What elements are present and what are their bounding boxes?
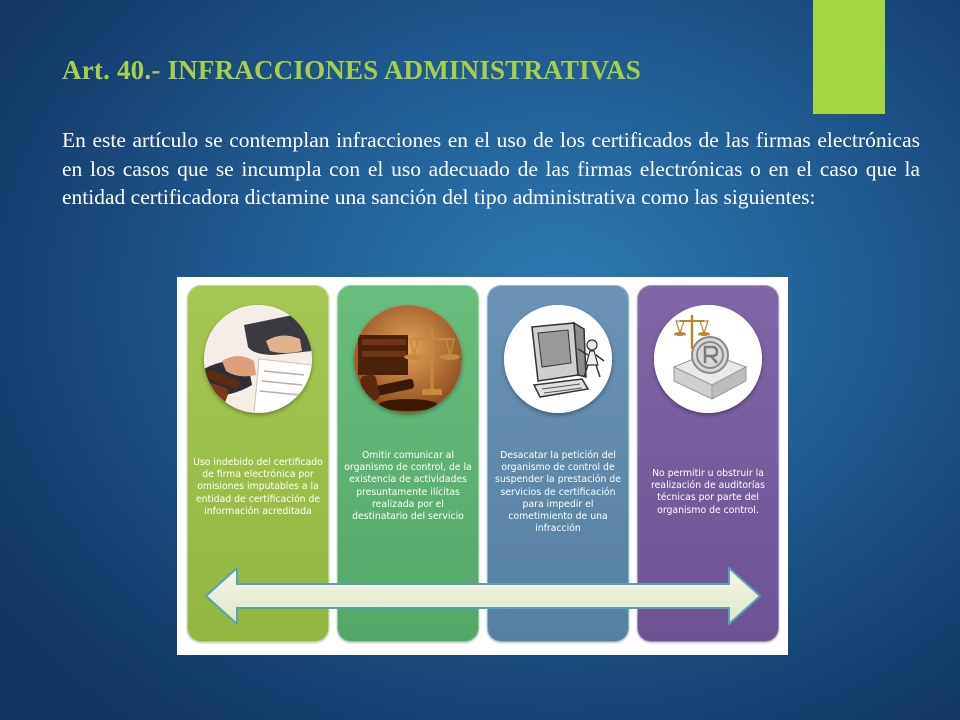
double-arrow-icon xyxy=(203,565,763,627)
accent-bar xyxy=(813,0,885,114)
infraction-text-2: Omitir comunicar al organismo de control, de la existencia de actividades presuntamente ilícitas realizada por el destinatario del servicio xyxy=(344,450,472,523)
gavel-scales-icon xyxy=(354,305,462,413)
registered-seal-icon xyxy=(654,305,762,413)
slide-body-text: En este artículo se contemplan infracciones en el uso de los certificados de las firmas electrónicas en los casos que se incumpla con el uso adecuado de las firmas electrónicas o en el caso que la entidad certificadora dictamine una sanción del tipo administrativa como las siguientes: xyxy=(62,128,920,209)
gavel-hands-icon xyxy=(204,305,312,413)
infraction-text-1: Uso indebido del certificado de firma electrónica por omisiones imputables a la entidad de certificación de información acreditada xyxy=(193,457,323,517)
infractions-figure xyxy=(177,277,788,655)
infraction-text-4: No permitir u obstruir la realización de auditorías técnicas por parte del organismo de control. xyxy=(651,468,765,516)
computer-icon xyxy=(504,305,612,413)
infraction-text-3: Desacatar la petición del organismo de control de suspender la prestación de servicios de certificación para impedir el cometimiento de una infracción xyxy=(494,450,621,535)
slide-title: Art. 40.- INFRACCIONES ADMINISTRATIVAS xyxy=(62,55,641,85)
